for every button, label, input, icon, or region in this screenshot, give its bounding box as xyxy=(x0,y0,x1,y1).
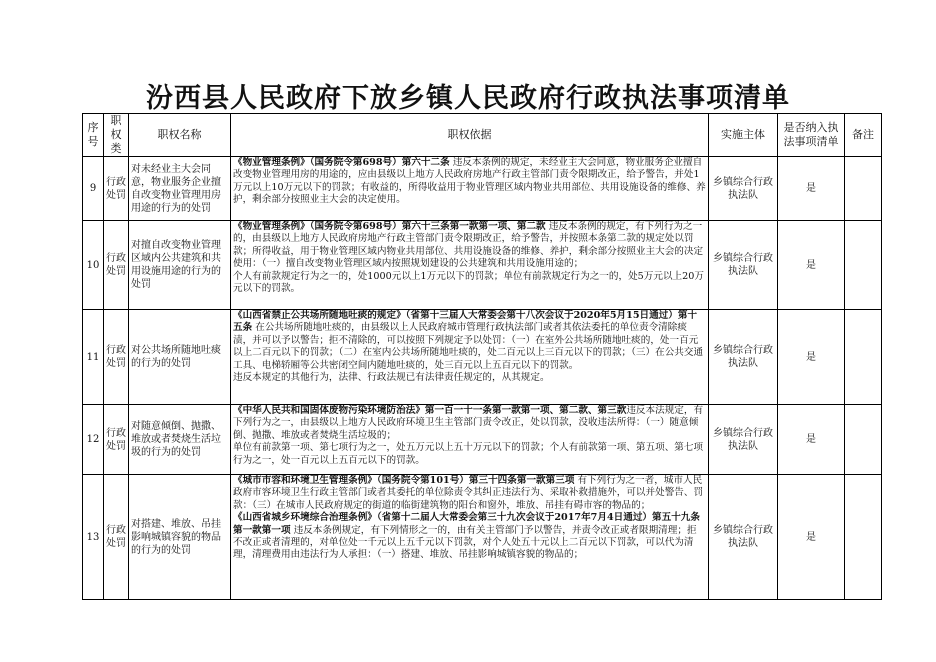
basis-paragraph xyxy=(233,310,706,372)
table-row xyxy=(83,221,882,310)
basis-paragraph xyxy=(233,512,706,562)
cell-remark xyxy=(845,157,882,221)
cell-name: 对擅自改变物业管理区域内公共建筑和共用设施用途的行为的处罚 xyxy=(129,221,231,310)
cell-subject: 乡镇综合行政执法队 xyxy=(709,221,778,310)
table-row xyxy=(83,475,882,600)
header-remark: 备注 xyxy=(845,114,882,157)
cell-included: 是 xyxy=(778,310,845,405)
basis-text: 个人有前款规定行为之一的，处1000元以上1万元以下的罚款；单位有前款规定行为之一的，处5万元以上20万元以下的罚款。 xyxy=(233,270,704,295)
header-basis: 职权依据 xyxy=(231,114,709,157)
cell-subject: 乡镇综合行政执法队 xyxy=(709,475,778,600)
header-seq: 序号 xyxy=(83,114,104,157)
cell-subject: 乡镇综合行政执法队 xyxy=(709,157,778,221)
basis-paragraph xyxy=(233,405,706,442)
cell-category: 行政处罚 xyxy=(104,310,129,405)
basis-paragraph xyxy=(233,221,706,271)
header-category: 职权类 xyxy=(104,114,129,157)
cell-basis xyxy=(231,405,709,475)
cell-category: 行政处罚 xyxy=(104,475,129,600)
basis-text: 单位有前款第一项、第七项行为之一，处五万元以上五十万元以下的罚款；个人有前款第一项、第五项、第七项行为之一，处一百元以上五百元以下的罚款。 xyxy=(233,442,704,466)
header-subject: 实施主体 xyxy=(709,114,778,157)
table-header-row xyxy=(83,114,882,157)
cell-remark xyxy=(845,221,882,310)
basis-text: 在公共场所随地吐痰的，由县级以上人民政府城市管理行政执法部门或者其依法委托的单位责令清除痰渍，并可以予以警告；拒不清除的，可以按照下列规定予以处罚：（一）在室外公共场所随地吐痰的，处一百元以上二百元以下的罚款；（二）在室内公共场所随地吐痰的，处二百元以上三百元以下的罚款；（三）在公共交通工具、电梯轿厢等公共密闭空间内随地吐痰的，处三百元以上五百元以下的罚款。 xyxy=(233,322,704,371)
table-row xyxy=(83,405,882,475)
basis-text: 违反本条例规定，有下列情形之一的，由有关主管部门予以警告，并责令改正或者限期清理；拒不改正或者清理的，对单位处一千元以上五千元以下罚款，对个人处五十元以上二百元以下罚款，可以代为清理，清理费用由违法行为人承担：（一）搭建、堆放、吊挂影响城镇容貌的物品的； xyxy=(233,524,697,561)
cell-remark xyxy=(845,475,882,600)
basis-text: 违反本条例的规定，未经业主大会同意，物业服务企业擅自改变物业管理用房的用途的，应由县级以上地方人民政府房地产行政主管部门责令限期改正，给予警告，并处1万元以上10万元以下的罚款；有收益的，所得收益用于物业管理区域内物业共用部位、共用设施设备的维修、养护，剩余部分按照业主大会的决定使用。 xyxy=(233,157,706,206)
cell-included: 是 xyxy=(778,157,845,221)
cell-remark xyxy=(845,310,882,405)
basis-paragraph xyxy=(233,475,706,512)
basis-text: 违反本法规定，有下列行为之一，由县级以上地方人民政府环境卫生主管部门责令改正，处以罚款，没收违法所得：（一）随意倾倒、抛撒、堆放或者焚烧生活垃圾的； xyxy=(233,405,704,441)
cell-name: 对未经业主大会同意，物业服务企业擅自改变物业管理用房用途的行为的处罚 xyxy=(129,157,231,221)
cell-seq: 9 xyxy=(83,157,104,221)
basis-paragraph xyxy=(233,442,706,467)
table-row xyxy=(83,157,882,221)
basis-citation: 《物业管理条例》（国务院令第698号）第六十三条第一款第一项、第二款 xyxy=(233,221,546,232)
page-title: 汾西县人民政府下放乡镇人民政府行政执法事项清单 xyxy=(146,83,790,114)
cell-category: 行政处罚 xyxy=(104,405,129,475)
basis-paragraph xyxy=(233,372,706,384)
cell-seq: 13 xyxy=(83,475,104,600)
basis-citation: 《中华人民共和国固体废物污染环境防治法》第一百一十一条第一款第一项、第二款、第三款 xyxy=(233,405,627,416)
basis-citation: 《山西省禁止公共场所随地吐痰的规定》（省第十三届人大常委会第十八次会议于2020年5月15日通过）第十五条 xyxy=(233,310,698,334)
cell-name: 对随意倾倒、抛撒、堆放或者焚烧生活垃圾的行为的处罚 xyxy=(129,405,231,475)
cell-subject: 乡镇综合行政执法队 xyxy=(709,310,778,405)
header-name: 职权名称 xyxy=(129,114,231,157)
cell-name: 对公共场所随地吐痰的行为的处罚 xyxy=(129,310,231,405)
cell-included: 是 xyxy=(778,405,845,475)
cell-seq: 11 xyxy=(83,310,104,405)
cell-category: 行政处罚 xyxy=(104,221,129,310)
cell-basis xyxy=(231,221,709,310)
cell-seq: 12 xyxy=(83,405,104,475)
basis-paragraph xyxy=(233,271,706,296)
basis-citation: 《山西省城乡环境综合治理条例》（省第十二届人大常委会第三十九次会议于2017年7月4日通过）第五十九条第一款第一项 xyxy=(233,512,700,536)
cell-basis xyxy=(231,475,709,600)
cell-seq: 10 xyxy=(83,221,104,310)
cell-included: 是 xyxy=(778,221,845,310)
basis-paragraph xyxy=(233,157,706,207)
basis-text: 违反本条例的规定，有下列行为之一的，由县级以上地方人民政府房地产行政主管部门责令限期改正，给予警告，并按照本条第二款的规定处以罚款；所得收益，用于物业管理区域内物业共用部位、共用设施设备的维修、养护，剩余部分按照业主大会的决定使用：（一）擅自改变物业管理区域内按照规划建设的公共建筑和共用设施用途的； xyxy=(233,221,704,270)
basis-text: 违反本规定的其他行为，法律、行政法规已有法律责任规定的，从其规定。 xyxy=(233,372,550,384)
basis-citation: 《城市市容和环境卫生管理条例》（国务院令第101号）第三十四条第一款第三项 xyxy=(233,475,575,486)
cell-included: 是 xyxy=(778,475,845,600)
cell-category: 行政处罚 xyxy=(104,157,129,221)
cell-remark xyxy=(845,405,882,475)
basis-citation: 《物业管理条例》（国务院令第698号）第六十二条 xyxy=(233,157,450,168)
table-row xyxy=(83,310,882,405)
cell-name: 对搭建、堆放、吊挂影响城镇容貌的物品的行为的处罚 xyxy=(129,475,231,600)
header-included: 是否纳入执法事项清单 xyxy=(778,114,845,157)
cell-subject: 乡镇综合行政执法队 xyxy=(709,405,778,475)
cell-basis xyxy=(231,157,709,221)
enforcement-items-table xyxy=(82,113,882,600)
basis-text: 有下列行为之一者，城市人民政府市容环境卫生行政主管部门或者其委托的单位除责令其纠正违法行为、采取补救措施外，可以并处警告、罚款：（三）在城市人民政府规定的街道的临街建筑物的阳台和窗外，堆放、吊挂有碍市容的物品的； xyxy=(233,475,704,511)
cell-basis xyxy=(231,310,709,405)
